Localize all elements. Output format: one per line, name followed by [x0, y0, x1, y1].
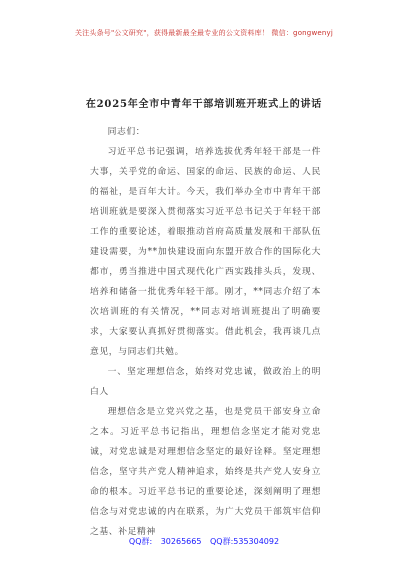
salutation: 同志们： — [107, 127, 146, 137]
paragraph-section-1: 理想信念是立党兴党之基，也是党员干部安身立命之本。习近平总书记指出，理想信念坚定才能对党忠诚，对党忠诚是对理想信念坚定的最好诠释。坚定理想信念，坚守共产党人精神追求，始终是共产党人安身立命的根本。习近平总书记的重要论述，深刻阐明了理想信念与对党忠诚的内在联系，为广大党员干部筑牢信仰之基、补足精神 — [90, 407, 321, 537]
paragraph-intro: 习近平总书记强调，培养选拔优秀年轻干部是一件大事，关乎党的命运、国家的命运、民族的命运、人民的福祉，是百年大计。今天，我们举办全市中青年干部培训班就是要深入贯彻落实习近平总书记关于年轻干部工作的重要论述，着眼推动首府高质量发展和干部队伍建设需要，为**加快建设面向东盟开放合作的国际化大都市，勇当推进中国式现代化广西实践排头兵，发现、培养和储备一批优秀年轻干部。刚才，**同志介绍了本次培训班的有关情况，**同志对培训班提出了明确要求，大家要认真抓好贯彻落实。借此机会，我再谈几点意见，与同志们共勉。 — [90, 147, 321, 357]
document-body — [90, 120, 321, 542]
footer-contact: QQ群: 30265665 QQ群:535304092 — [128, 537, 280, 546]
document-title: 在2025年全市中青年干部培训班开班式上的讲话 — [85, 99, 323, 110]
header-banner: 关注头条号"公文研究"，获得最新最全最专业的公文资料库！ 微信：gongwenyj — [74, 29, 334, 37]
section-heading-1: 一、坚定理想信念，始终对党忠诚，做政治上的明白人 — [90, 367, 321, 397]
